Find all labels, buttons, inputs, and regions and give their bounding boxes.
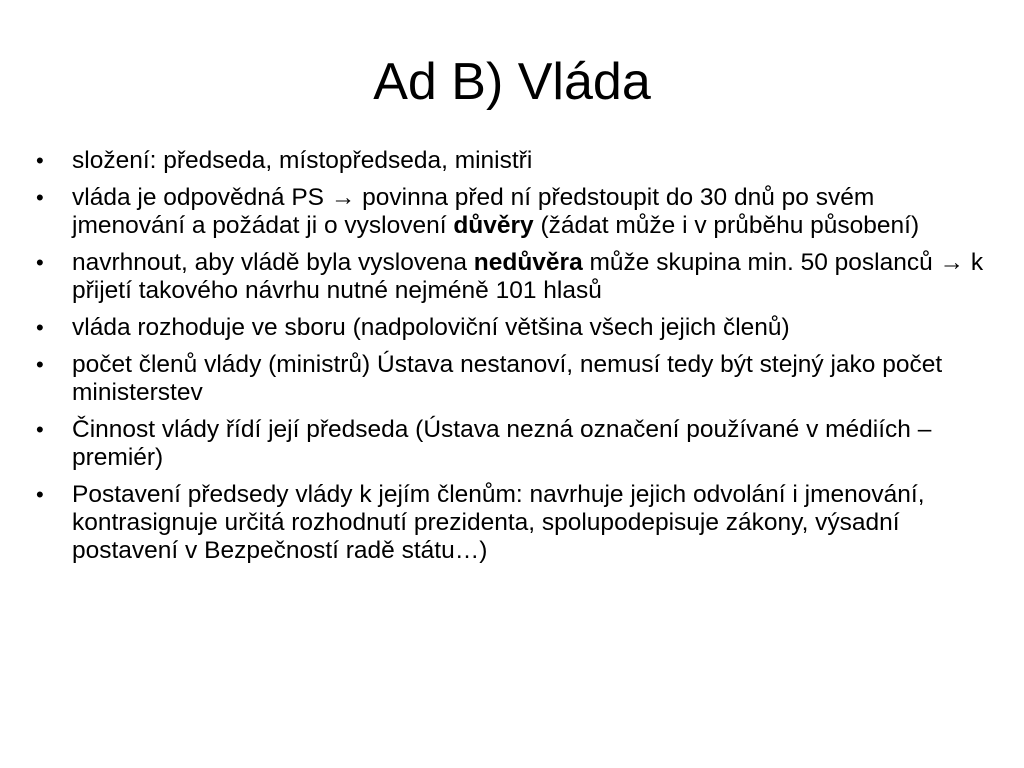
bullet-icon: • (36, 250, 44, 275)
bullet-text-part: k přijetí takového návrhu nutné nejméně 101 hlasů (72, 249, 984, 304)
bullet-text-part: vláda je odpovědná PS (72, 184, 331, 211)
bullet-item-responsibility (36, 184, 991, 240)
slide-title: Ad B) Vláda (373, 53, 651, 111)
bullet-text: počet členů vlády (ministrů) Ústava nestanoví, nemusí tedy být stejný jako počet ministerstev (72, 351, 943, 406)
bullet-item-no-confidence (36, 249, 991, 305)
bullet-item-decision (36, 314, 991, 342)
bullet-item-prime-minister-position (36, 481, 991, 565)
bullet-icon: • (36, 482, 44, 507)
bullet-text-part: povinna před ní předstoupit do 30 dnů po svém jmenování a požádat ji o vyslovení (72, 184, 875, 239)
bullet-icon: • (36, 417, 44, 442)
bullet-text-part: navrhnout, aby vládě byla vyslovena (72, 249, 474, 276)
bullet-icon: • (36, 315, 44, 340)
bullet-item-leadership (36, 416, 991, 472)
bullet-icon: • (36, 352, 44, 377)
bullet-text: Postavení předsedy vlády k jejím členům: navrhuje jejich odvolání i jmenování, kontrasignuje určitá rozhodnutí prezidenta, spolupodepisuje zákony, výsadní postavení v Bezpečností radě státu…) (72, 481, 925, 564)
bullet-text-part: (žádat může i v průběhu působení) (533, 212, 920, 239)
bullet-text-part: může skupina min. 50 poslanců (582, 249, 940, 276)
bullet-item-composition (36, 147, 991, 175)
arrow-icon: → (939, 249, 965, 276)
arrow-icon: → (330, 184, 356, 211)
bullet-list (36, 147, 991, 574)
emphasis-no-confidence: nedůvěra (473, 249, 583, 276)
bullet-icon: • (36, 148, 44, 173)
emphasis-confidence: důvěry (453, 212, 534, 239)
bullet-icon: • (36, 185, 44, 210)
bullet-text: složení: předseda, místopředseda, ministři (72, 147, 533, 174)
bullet-text: vláda rozhoduje ve sboru (nadpoloviční většina všech jejich členů) (72, 314, 790, 341)
bullet-text: Činnost vlády řídí její předseda (Ústava nezná označení používané v médiích – premiér) (72, 416, 932, 471)
bullet-item-member-count (36, 351, 991, 407)
